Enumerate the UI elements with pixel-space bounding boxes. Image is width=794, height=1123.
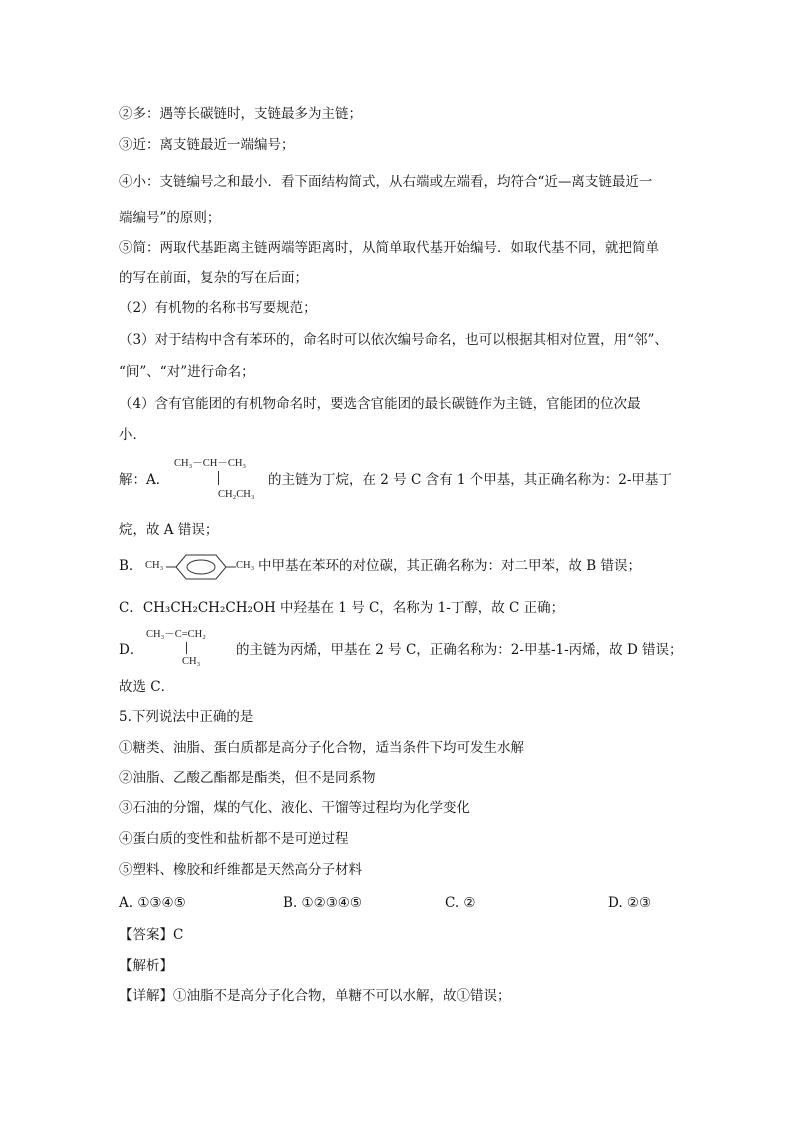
structure-a-bottom: CH₂CH₃ xyxy=(218,489,255,500)
solution-d-prefix: D． xyxy=(119,642,144,658)
structure-d-bond xyxy=(186,642,187,654)
structure-a-top: CH₃－CH－CH₃ xyxy=(174,458,247,469)
conclusion: 故选 C． xyxy=(119,679,175,695)
option-a: A. ①③④⑤ xyxy=(119,895,186,911)
structure-b-right: CH₃ xyxy=(236,560,255,571)
statement-2: ②油脂、乙酸乙酯都是酯类，但不是同系物 xyxy=(119,770,376,786)
note-3-cont: “间”、“对”进行命名； xyxy=(119,364,255,380)
solution-a-text: 的主链为丁烷，在 2 号 C 含有 1 个甲基，其正确名称为：2-甲基丁 xyxy=(268,472,672,488)
detail-line xyxy=(119,986,511,1006)
statement-5: ⑤塑料、橡胶和纤维都是天然高分子材料 xyxy=(119,862,362,878)
rule-line-4: ④小：支链编号之和最小．看下面结构简式，从右端或左端看，均符合“近—离支链最近一 xyxy=(119,174,653,190)
solution-b-text: 中甲基在苯环的对位碳，其正确名称为：对二甲苯，故 B 错误； xyxy=(258,558,642,574)
structure-d-top: CH₃－C=CH₂ xyxy=(146,629,206,640)
answer-line: 【答案】C xyxy=(119,927,184,943)
note-4-cont: 小． xyxy=(119,427,146,443)
solution-a xyxy=(119,470,169,490)
statement-4: ④蛋白质的变性和盐析都不是可逆过程 xyxy=(119,831,349,847)
note-3: （3）对于结构中含有苯环的，命名时可以依次编号命名，也可以根据其相对位置，用“邻”、 xyxy=(119,332,668,348)
rule-line-2: ②多：遇等长碳链时，支链最多为主链； xyxy=(119,106,362,122)
analysis-heading: 【解析】 xyxy=(119,958,173,974)
structure-d-bottom: CH₃ xyxy=(182,656,201,667)
detail-tag: 【详解】 xyxy=(119,988,173,1004)
detail-text: ①油脂不是高分子化合物，单糖不可以水解，故①错误； xyxy=(173,988,511,1004)
solution-c: C．CH₃CH₂CH₂CH₂OH 中羟基在 1 号 C，名称为 1-丁醇，故 C 正确； xyxy=(119,600,565,616)
benzene-ring-icon xyxy=(166,553,236,581)
statement-3: ③石油的分馏，煤的气化、液化、干馏等过程均为化学变化 xyxy=(119,800,470,816)
option-c: C. ② xyxy=(445,895,476,911)
note-4: （4）含有官能团的有机物命名时，要选含官能团的最长碳链作为主链，官能团的位次最 xyxy=(119,396,641,412)
solution-a-prefix: 解：A． xyxy=(119,472,170,488)
structure-a-bond xyxy=(218,471,219,485)
rule-line-3: ③近：离支链最近一端编号； xyxy=(119,137,295,153)
structure-b-left: CH₃ xyxy=(145,560,164,571)
statement-1: ①糖类、油脂、蛋白质都是高分子化合物，适当条件下均可发生水解 xyxy=(119,740,524,756)
solution-a-cont: 烷，故 A 错误； xyxy=(119,522,219,538)
rule-line-4-cont: 端编号”的原则； xyxy=(119,210,221,226)
rule-line-5-cont: 的写在前面，复杂的写在后面； xyxy=(119,270,308,286)
note-2: （2）有机物的名称书写要规范； xyxy=(119,300,317,316)
rule-line-5: ⑤简：两取代基距离主链两端等距离时，从简单取代基开始编号．如取代基不同，就把简单 xyxy=(119,240,659,256)
solution-d-text: 的主链为丙烯，甲基在 2 号 C，正确名称为：2-甲基-1-丙烯，故 D 错误； xyxy=(236,642,683,658)
solution-b-prefix: B． xyxy=(119,558,143,574)
option-b: B. ①②③④⑤ xyxy=(283,895,363,911)
option-d: D. ②③ xyxy=(608,895,652,911)
question-5-stem: 5.下列说法中正确的是 xyxy=(119,709,254,725)
